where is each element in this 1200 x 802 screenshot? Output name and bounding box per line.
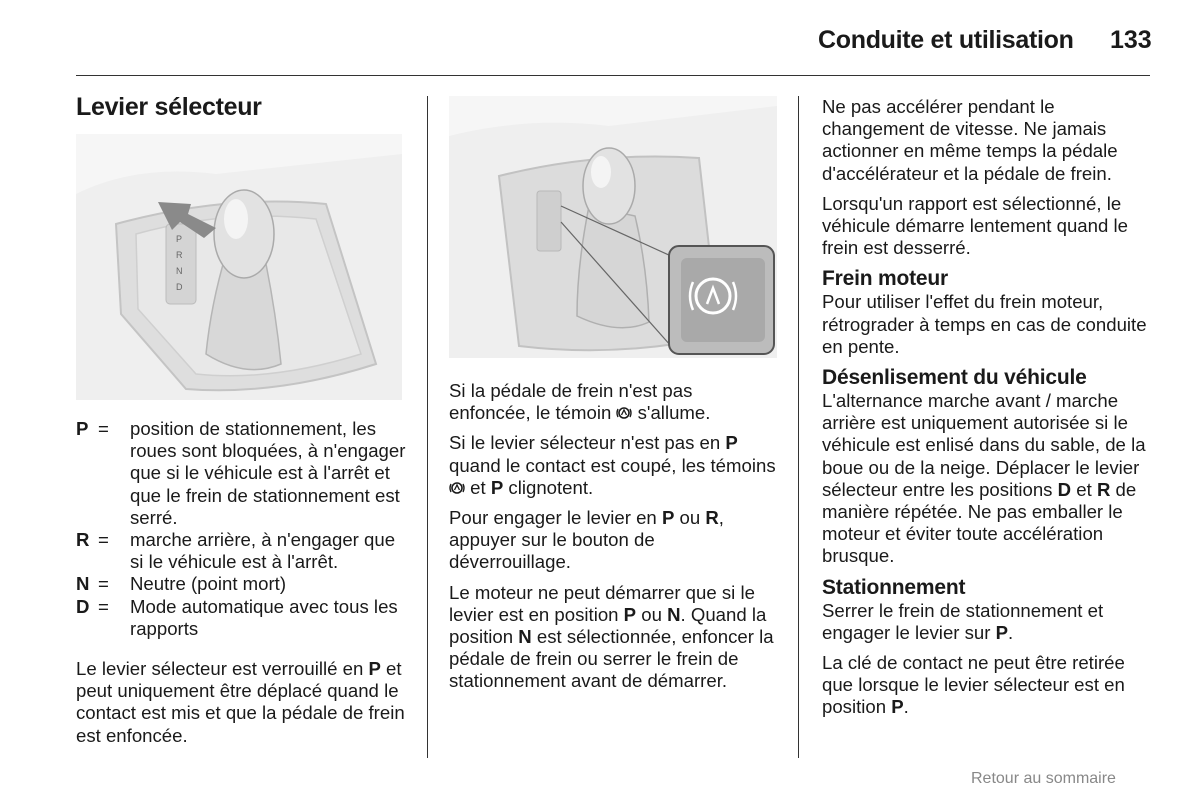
brake-indicator-icon [616, 405, 632, 421]
column-divider-2 [798, 96, 799, 758]
header-divider [76, 75, 1150, 76]
column-divider-1 [427, 96, 428, 758]
paragraph-engine-brake: Pour utiliser l'effet du frein moteur, rétrograder à temps en cas de conduite en pente. [822, 291, 1147, 357]
heading-rocking: Désenlisement du véhicule [822, 366, 1087, 390]
legend-item-p: P = position de stationnement, les roues sont bloquées, à n'engager que si le véhicule est à l'arrêt et que le frein de stationnement est serré. [76, 418, 406, 528]
brake-indicator-icon [449, 480, 465, 496]
paragraph-brake-warning: Si la pédale de frein n'est pas enfoncée, le témoin s'allume. [449, 380, 711, 424]
paragraph-gear-selected: Lorsqu'un rapport est sélectionné, le véhicule démarre lentement quand le frein est desserré. [822, 192, 1128, 259]
brake-indicator-illustration [449, 96, 777, 358]
page-number: 133 [1110, 26, 1152, 54]
chapter-title: Conduite et utilisation [818, 26, 1074, 54]
paragraph-engine-start: Le moteur ne peut démarrer que si le levier est en position P ou N. Quand la position N est sélectionnée, enfoncer la pédale de frein ou serrer le frein de stationnement avant de démarrer. [449, 581, 774, 692]
svg-text:R: R [176, 250, 183, 260]
paragraph-no-accelerate: Ne pas accélérer pendant le changement de vitesse. Ne jamais actionner en même temps la pédale d'accélérateur et la pédale de frein. [822, 96, 1118, 184]
gear-positions-legend [76, 418, 408, 640]
svg-text:P: P [176, 234, 183, 244]
legend-item-n: N = Neutre (point mort) [76, 573, 287, 595]
lock-paragraph: Le levier sélecteur est verrouillé en P et peut uniquement être déplacé quand le contact est mis et que la pédale de frein est enfoncée. [76, 658, 405, 746]
svg-text:N: N [176, 266, 183, 276]
gear-lever-illustration [76, 134, 402, 400]
svg-text:D: D [176, 282, 183, 292]
heading-engine-brake: Frein moteur [822, 267, 948, 291]
back-to-summary-link[interactable]: Retour au sommaire [971, 770, 1116, 787]
legend-item-d: D = Mode automatique avec tous les rapports [76, 595, 398, 639]
paragraph-key-removal: La clé de contact ne peut être retirée que lorsque le levier sélecteur est en position P. [822, 652, 1125, 718]
paragraph-engage-lever: Pour engager le levier en P ou R, appuyer sur le bouton de déverrouillage. [449, 507, 724, 573]
section-title: Levier sélecteur [76, 93, 262, 121]
paragraph-ignition-off: Si le levier sélecteur n'est pas en P quand le contact est coupé, les témoins et P clignotent. [449, 432, 776, 498]
paragraph-rocking: L'alternance marche avant / marche arrière est uniquement autorisée si le véhicule est enlisé dans du sable, de la boue ou de la neige. Déplacer le levier sélecteur entre les positions D et R de manière répétée. Ne pas emballer le moteur et éviter toute accélération brusque. [822, 390, 1146, 567]
legend-item-r: R = marche arrière, à n'engager que si le véhicule est à l'arrêt. [76, 529, 396, 573]
heading-parking: Stationnement [822, 575, 966, 599]
paragraph-parking: Serrer le frein de stationnement et engager le levier sur P. [822, 599, 1104, 643]
